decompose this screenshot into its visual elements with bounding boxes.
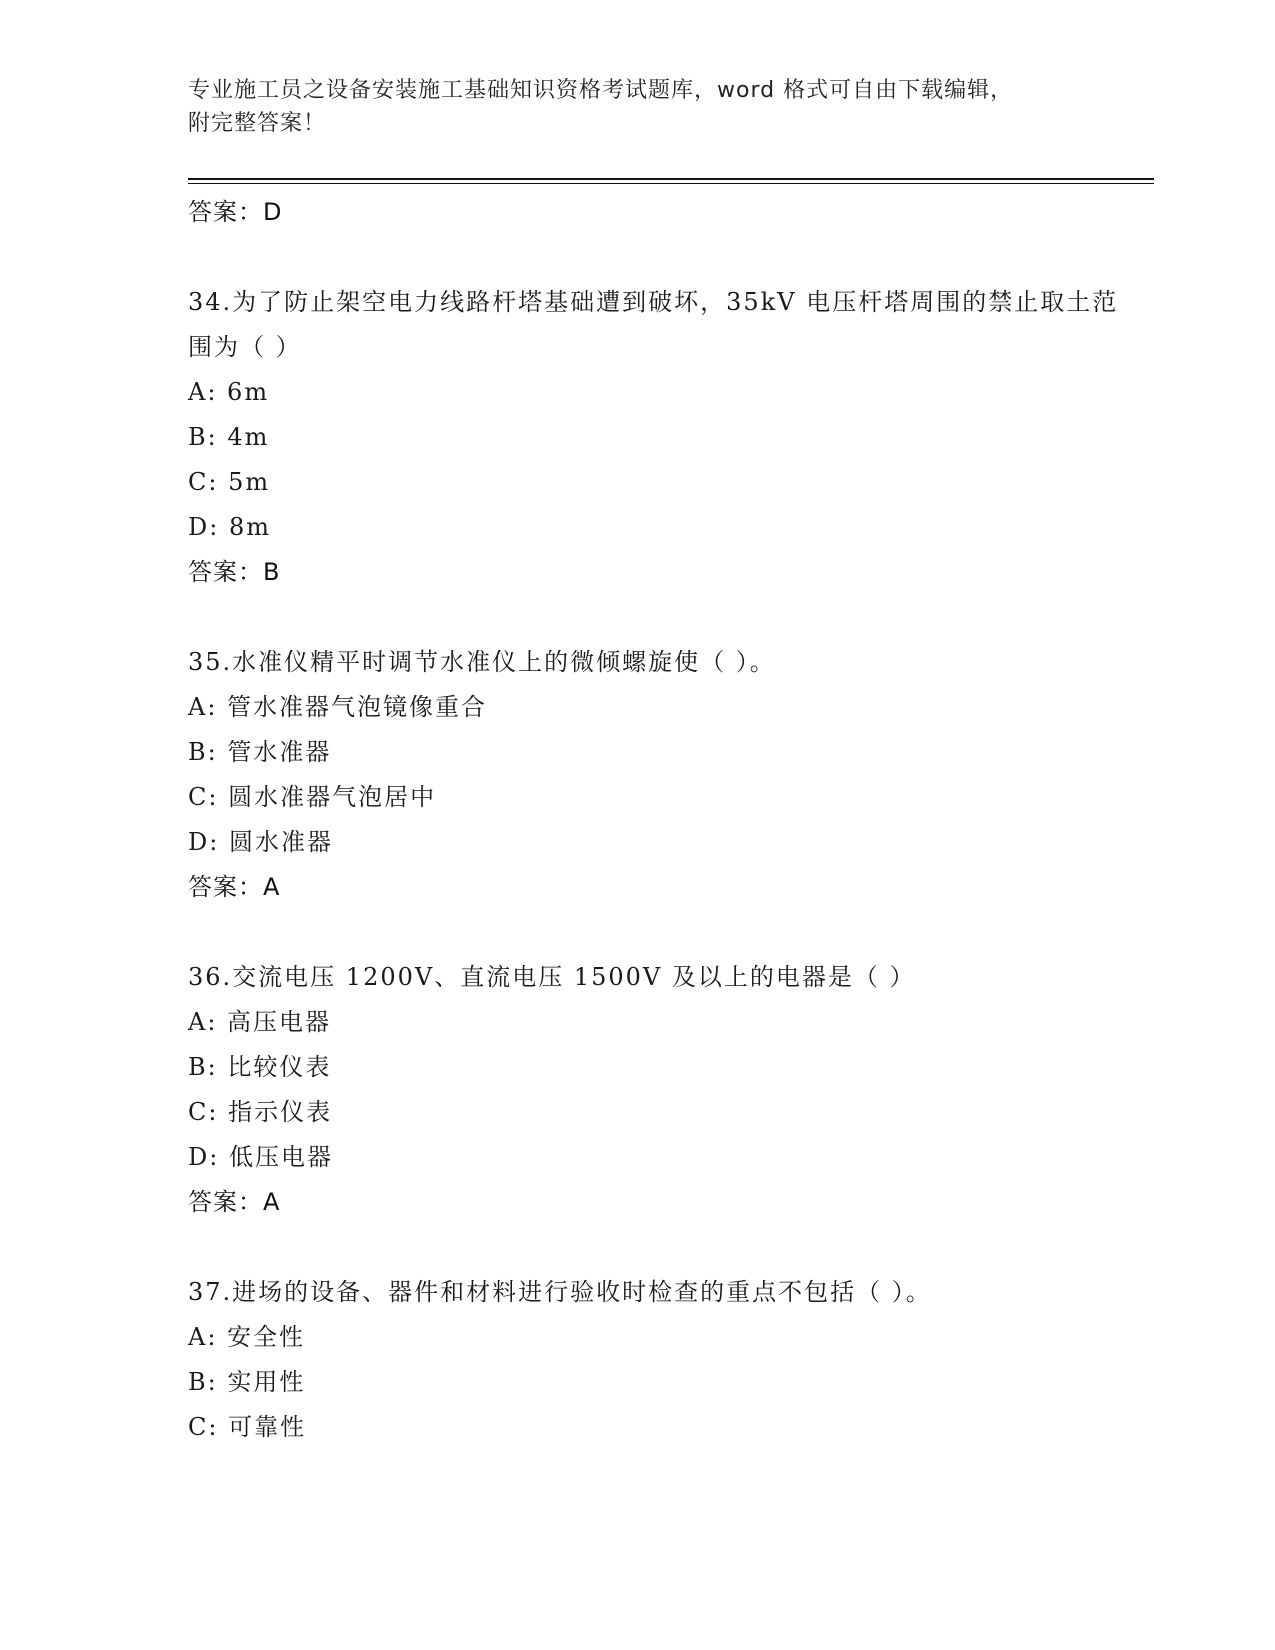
option-a: A: 管水准器气泡镜像重合 [188,693,488,721]
document-header [188,74,1088,140]
header-divider-thin [188,183,1154,184]
option-b: B: 实用性 [188,1368,306,1396]
previous-answer: 答案：D [188,198,283,226]
option-a: A: 高压电器 [188,1008,332,1036]
option-b: B: 4m [188,423,270,451]
option-c: C: 指示仪表 [188,1098,333,1126]
question-text: 34.为了防止架空电力线路杆塔基础遭到破坏，35kV 电压杆塔周围的禁止取土范围为（ ） [188,288,1119,361]
question-text: 36.交流电压 1200V、直流电压 1500V 及以上的电器是（ ） [188,963,916,991]
question-answer: 答案：A [188,1188,281,1216]
option-a: A: 6m [188,378,270,406]
question-answer: 答案：A [188,873,281,901]
question-37 [188,1270,1128,1450]
question-36 [188,955,1128,1225]
option-d: D: 低压电器 [188,1143,333,1171]
header-line-2: 附完整答案！ [188,111,327,136]
option-d: D: 8m [188,513,271,541]
question-list [188,190,1128,1450]
option-d: D: 圆水准器 [188,828,333,856]
header-divider-thick [188,178,1154,180]
question-text: 37.进场的设备、器件和材料进行验收时检查的重点不包括（ ）。 [188,1278,932,1306]
option-c: C: 圆水准器气泡居中 [188,783,437,811]
option-a: A: 安全性 [188,1323,306,1351]
question-answer: 答案：B [188,558,281,586]
option-b: B: 管水准器 [188,738,332,766]
question-35 [188,640,1128,910]
question-text: 35.水准仪精平时调节水准仪上的微倾螺旋使（ ）。 [188,648,776,676]
option-c: C: 可靠性 [188,1413,307,1441]
header-line-1: 专业施工员之设备安装施工基础知识资格考试题库，word 格式可自由下载编辑， [188,78,1014,103]
option-c: C: 5m [188,468,271,496]
question-34 [188,280,1128,595]
option-b: B: 比较仪表 [188,1053,332,1081]
